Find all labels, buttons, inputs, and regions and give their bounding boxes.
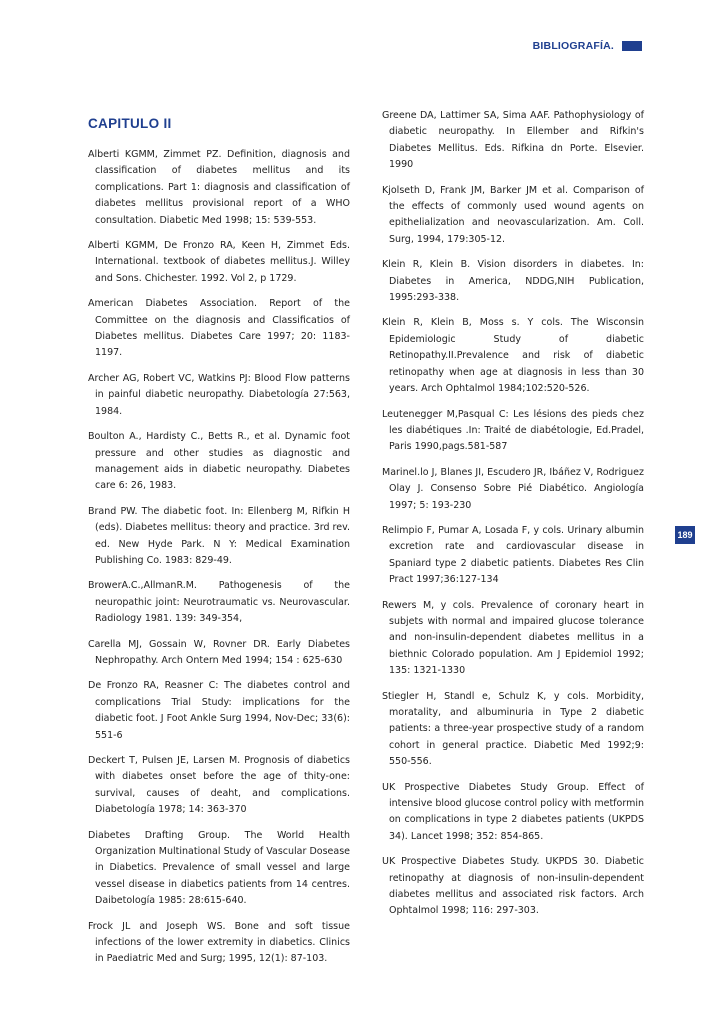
reference-entry: UK Prospective Diabetes Study. UKPDS 30. Diabetic retinopathy at diagnosis of non-insulin-dependent diabetes mellitus and associated risk factors. Arch Ophtalmol 1998; 116: 297-303.	[382, 856, 644, 917]
reference-entry: Kjolseth D, Frank JM, Barker JM et al. Comparison of the effects of commonly used wound agents on epithelialization and neovascularization. Am. Coll. Surg, 1994, 179:305-12.	[382, 184, 644, 245]
reference-entry: Frock JL and Joseph WS. Bone and soft tissue infections of the lower extremity in diabetics. Clinics in Paediatric Med and Surg; 1995, 12(1): 87-103.	[88, 920, 350, 965]
reference-entry: Klein R, Klein B, Moss s. Y cols. The Wisconsin Epidemiologic Study of diabetic Retinopathy.II.Prevalence and risk of diabetic retinopathy when age at diagnosis in less than 30 years. Arch Ophtalmol 1984;102:520-526.	[382, 317, 644, 395]
page-number: 189	[677, 530, 693, 540]
running-header	[533, 40, 642, 52]
reference-entry: Relimpio F, Pumar A, Losada F, y cols. Urinary albumin excretion rate and cardiovascular disease in Spaniard type 2 diabetic patients. Diabetes Res Clin Pract 1997;36:127-134	[382, 524, 644, 586]
header-accent-bar	[622, 41, 642, 51]
reference-entry: De Fronzo RA, Reasner C: The diabetes control and complications Trial Study: implications for the diabetic foot. J Foot Ankle Surg 1994, Nov-Dec; 33(6): 551-6	[88, 680, 350, 741]
left-column	[88, 108, 350, 977]
reference-entry: Archer AG, Robert VC, Watkins PJ: Blood Flow patterns in painful diabetic neuropathy. Diabetología 27:563, 1984.	[88, 372, 350, 417]
reference-entry: Leutenegger M,Pasqual C: Les lésions des pieds chez les diabétiques .In: Traité de diabétologie, Ed.Pradel, Paris 1990,pags.581-587	[382, 408, 644, 453]
reference-entry: Brand PW. The diabetic foot. In: Ellenberg M, Rifkin H (eds). Diabetes mellitus: theory and practice. 3rd rev. ed. New Hyde Park. N Y: Medical Examination Publishing Co. 1983: 829-49.	[88, 505, 350, 566]
reference-entry: Stiegler H, Standl e, Schulz K, y cols. Morbidity, moratality, and albuminuria in Type 2 diabetic patients: a three-year prospective study of a random cohort in general practice. Diabetic Med 1992;9: 550-556.	[382, 690, 644, 768]
reference-entry: Greene DA, Lattimer SA, Sima AAF. Pathophysiology of diabetic neuropathy. In Ellember and Rifkin's Diabetes Mellitus. Eds. Rifkina dn Porte. Elsevier. 1990	[382, 110, 644, 171]
reference-entry: Carella MJ, Gossain W, Rovner DR. Early Diabetes Nephropathy. Arch Ontern Med 1994; 154 : 625-630	[88, 638, 350, 666]
section-title: CAPITULO II	[88, 116, 172, 131]
reference-entry: Boulton A., Hardisty C., Betts R., et al. Dynamic foot pressure and other studies as diagnostic and management aids in diabetic neuropathy. Diabetes care 6: 26, 1983.	[88, 431, 350, 492]
reference-entry: Rewers M, y cols. Prevalence of coronary heart in subjets with normal and impaired glucose tolerance and non-insulin-dependent diabetes mellitus in a biethnic Colorado population. Am J Epidemiol 1992; 135: 1321-1330	[382, 599, 644, 677]
reference-entry: Deckert T, Pulsen JE, Larsen M. Prognosis of diabetics with diabetes onset before the age of thity-one: survival, causes of deaht, and complications. Diabetología 1978; 14: 363-370	[88, 755, 350, 816]
header-title: BIBLIOGRAFÍA.	[532, 40, 614, 52]
reference-entry: Marinel.lo J, Blanes JI, Escudero JR, Ibáñez V, Rodriguez Olay J. Consenso Sobre Pié Diabético. Angiología 1997; 5: 193-230	[382, 466, 644, 511]
page-number-tab	[675, 526, 695, 544]
reference-entry: American Diabetes Association. Report of the Committee on the diagnosis and Classificatios of Diabetes mellitus. Diabetes Care 1997; 20: 1183-1197.	[88, 298, 350, 359]
reference-entry: BrowerA.C.,AllmanR.M. Pathogenesis of the neuropathic joint: Neurotraumatic vs. Neurovascular. Radiology 1981. 139: 349-354,	[88, 580, 350, 625]
reference-entry: Diabetes Drafting Group. The World Health Organization Multinational Study of Vascular Dosease in Diabetics. Prevalence of small vessel and large vessel disease in diabetics patients from 14 centres. Daibetología 1985: 28:615-640.	[88, 829, 350, 907]
reference-entry: Alberti KGMM, De Fronzo RA, Keen H, Zimmet Eds. International. textbook of diabetes mellitus.J. Willey and Sons. Chichester. 1992. Vol 2, p 1729.	[88, 240, 350, 284]
right-column	[382, 108, 644, 929]
reference-entry: Alberti KGMM, Zimmet PZ. Definition, diagnosis and classification of diabetes mellitus and its complications. Part 1: diagnosis and classification of diabetes mellitus provisional report of a WHO consultation. Diabetic Med 1998; 15: 539-553.	[88, 149, 350, 226]
reference-entry: Klein R, Klein B. Vision disorders in diabetes. In: Diabetes in America, NDDG,NIH Publication, 1995:293-338.	[382, 259, 644, 304]
reference-entry: UK Prospective Diabetes Study Group. Effect of intensive blood glucose control policy with metformin on complications in type 2 diabetes patients (UKPDS 34). Lancet 1998; 352: 854-865.	[382, 781, 644, 842]
